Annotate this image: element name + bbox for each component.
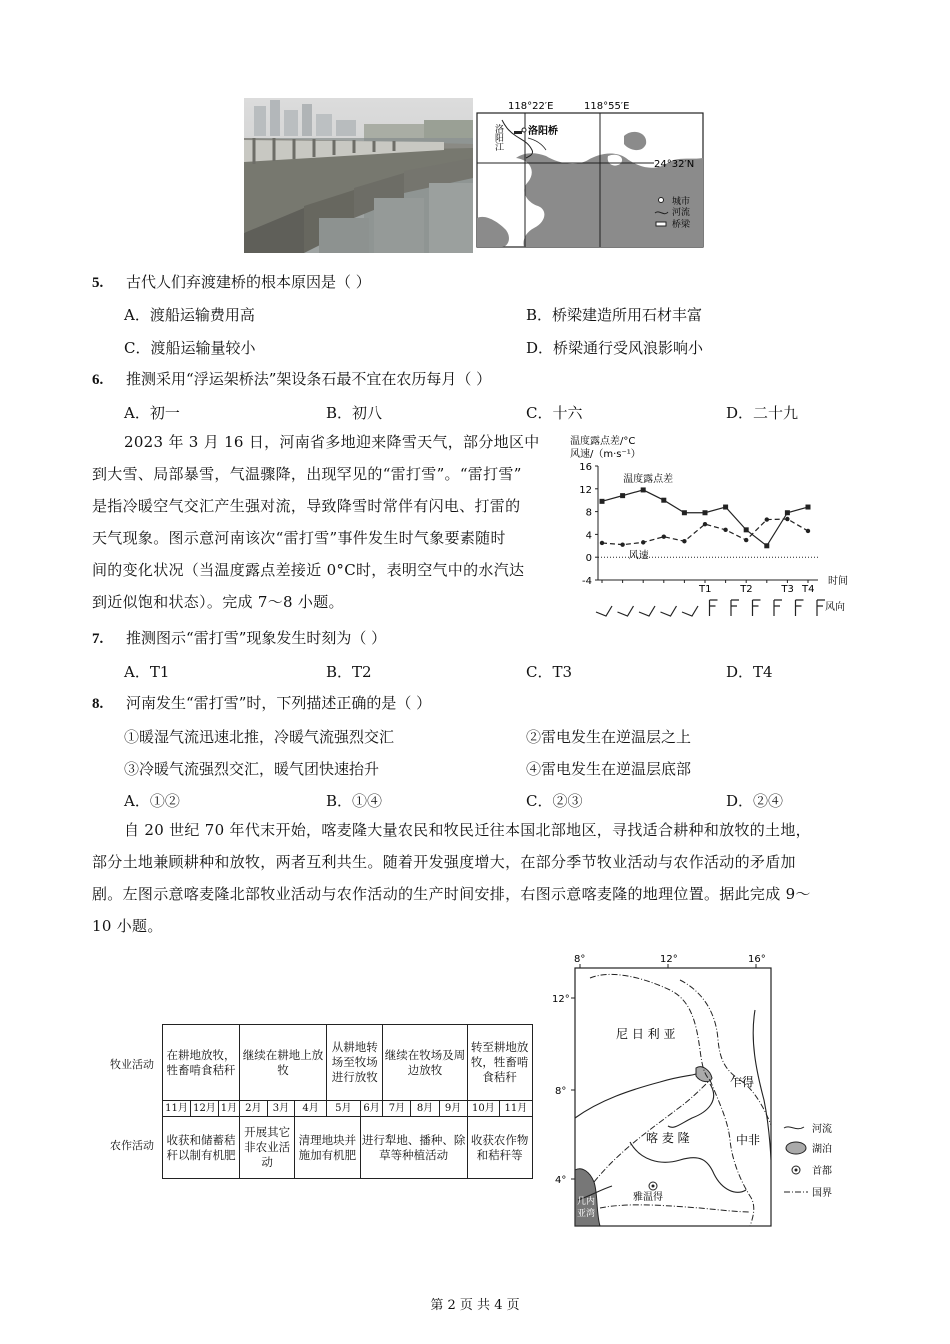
q6-option-b[interactable]: B．初八 — [326, 404, 383, 422]
map-river-name: 洛阳江 — [493, 124, 503, 151]
chart-time-mark: T3 — [781, 584, 794, 595]
chart-y-tick-label: -4 — [582, 576, 592, 587]
label-car: 中非 — [736, 1133, 761, 1147]
series-temp-dewpoint-point — [764, 543, 769, 548]
passage-weather-line: 2023 年 3 月 16 日，河南省多地迎来降雪天气，部分地区中 — [124, 433, 540, 451]
pastoral-cell: 从耕地转场至牧场进行放牧 — [327, 1025, 383, 1101]
q5-option-b[interactable]: B．桥梁建造所用石材丰富 — [526, 306, 703, 324]
month-cell: 8月 — [411, 1101, 439, 1117]
legend-river: 河流 — [812, 1124, 832, 1135]
passage-cameroon-line: 剧。左图示意喀麦隆北部牧业活动与农作活动的生产时间安排，右图示意喀麦隆的地理位置。据此完成 9～ — [92, 885, 811, 903]
passage-weather-line: 间的变化状况（当温度露点差接近 0°C时，表明空气中的水汽达 — [92, 561, 525, 579]
q7-stem: 推测图示“雷打雪”现象发生时刻为（ ） — [126, 629, 387, 647]
series-temp-dewpoint-point — [723, 505, 728, 510]
wind-barb-icon — [731, 600, 739, 616]
q8-statement-4: ④雷电发生在逆温层底部 — [526, 760, 692, 778]
month-cell: 6月 — [360, 1101, 383, 1117]
legend-river: 河流 — [672, 208, 691, 218]
page-footer: 第 2 页 共 4 页 — [430, 1298, 520, 1313]
wind-barb-icon — [817, 600, 825, 616]
q8-stem: 河南发生“雷打雪”时，下列描述正确的是（ ） — [126, 694, 432, 712]
chart-time-mark: T4 — [802, 584, 815, 595]
chart-y-tick-label: 16 — [579, 462, 592, 473]
month-cell: 5月 — [327, 1101, 361, 1117]
series-wind-speed-label: 风速 — [628, 550, 649, 562]
bridge-photo — [244, 98, 473, 253]
wind-barb-icon — [682, 606, 698, 616]
legend-bridge: 桥梁 — [672, 220, 691, 230]
wind-barb-icon — [796, 600, 804, 616]
series-temp-dewpoint-point — [806, 505, 811, 510]
month-cell: 12月 — [190, 1101, 218, 1117]
farming-cell: 进行犁地、播种、除草等种植活动 — [360, 1117, 467, 1179]
label-cameroon: 喀 麦 隆 — [646, 1131, 690, 1145]
map-lat-12: 12° — [552, 994, 570, 1005]
q5-option-c[interactable]: C．渡船运输量较小 — [124, 339, 256, 357]
q6-option-d[interactable]: D．二十九 — [726, 404, 799, 422]
series-temp-dewpoint-label: 温度露点差 — [623, 473, 674, 485]
q6-option-c[interactable]: C．十六 — [526, 404, 583, 422]
question-6 — [92, 369, 491, 390]
chart-y-tick-label: 8 — [585, 507, 592, 519]
map-bridge-name: 洛阳桥 — [528, 126, 558, 137]
wind-barb-icon — [639, 606, 655, 616]
series-temp-dewpoint-point — [661, 498, 666, 503]
month-cell: 9月 — [439, 1101, 467, 1117]
series-temp-dewpoint-point — [620, 493, 625, 498]
q5-stem: 古代人们弃渡建桥的根本原因是（ ） — [126, 273, 371, 291]
passage-weather-line: 天气现象。图示意河南该次“雷打雪”事件发生时气象要素随时 — [92, 529, 506, 547]
legend-city: 城市 — [672, 197, 691, 207]
q5-number: 5. — [92, 275, 104, 291]
map-lon-8: 8° — [574, 954, 586, 965]
series-temp-dewpoint-point — [600, 499, 605, 504]
q8-statement-2: ②雷电发生在逆温层之上 — [526, 728, 692, 746]
q7-option-b[interactable]: B．T2 — [326, 663, 372, 681]
farming-cell: 收获和储蓄秸秆以制有机肥 — [163, 1117, 240, 1179]
q6-stem: 推测采用“浮运架桥法”架设条石最不宜在农历每月（ ） — [126, 370, 492, 388]
q6-option-a[interactable]: A．初一 — [124, 404, 180, 422]
legend-lake: 湖泊 — [812, 1144, 832, 1155]
schedule-row1-label: 牧业活动 — [110, 1058, 154, 1071]
month-cell: 3月 — [267, 1101, 295, 1117]
wind-barb-icon — [774, 600, 782, 616]
passage-cameroon-line: 10 小题。 — [92, 917, 163, 935]
q6-number: 6. — [92, 372, 104, 388]
series-wind-speed-point — [703, 522, 707, 526]
q5-option-d[interactable]: D．桥梁通行受风浪影响小 — [526, 339, 704, 357]
passage-weather-line: 是指冷暖空气交汇产生强对流，导致降雪时常伴有闪电、打雷的 — [92, 497, 521, 515]
cameroon-map — [550, 950, 850, 1230]
question-7 — [92, 628, 386, 649]
series-temp-dewpoint-point — [641, 487, 646, 492]
month-cell: 4月 — [295, 1101, 327, 1117]
q8-option-d[interactable]: D．②④ — [726, 792, 784, 810]
legend-border: 国界 — [812, 1188, 832, 1199]
series-temp-dewpoint-point — [785, 510, 790, 515]
chart-ylabel2: 风速/（m·s⁻¹） — [570, 449, 641, 460]
series-wind-speed-point — [765, 517, 769, 521]
question-5 — [92, 272, 371, 293]
schedule-table — [162, 1024, 533, 1179]
pastoral-cell: 在耕地放牧，牲畜啃食秸秆 — [163, 1025, 240, 1101]
q8-statement-3: ③冷暖气流强烈交汇，暖气团快速抬升 — [124, 760, 380, 778]
q8-statement-1: ①暖湿气流迅速北推，冷暖气流强烈交汇 — [124, 728, 395, 746]
map-lon2-label: 118°55′E — [584, 101, 630, 112]
farming-cell: 清理地块并施加有机肥 — [295, 1117, 360, 1179]
series-wind-speed-point — [662, 534, 666, 538]
chart-wind-label: 风向 — [825, 602, 845, 613]
series-wind-speed-point — [600, 541, 604, 545]
chart-time-mark: T2 — [740, 584, 753, 595]
q8-option-c[interactable]: C．②③ — [526, 792, 583, 810]
map-lon1-label: 118°22′E — [508, 101, 554, 112]
series-wind-speed-point — [785, 517, 789, 521]
label-gulf-2: 亚湾 — [577, 1209, 596, 1219]
question-8 — [92, 693, 431, 714]
weather-chart — [566, 432, 856, 622]
wind-barb-icon — [596, 606, 612, 616]
bridge-marker — [514, 131, 522, 134]
q8-number: 8. — [92, 696, 104, 712]
luoyang-map — [476, 98, 704, 248]
map-lat-label: 24°32′N — [654, 159, 695, 170]
chart-y-tick-label: 12 — [579, 484, 592, 496]
q7-option-c[interactable]: C．T3 — [526, 663, 573, 681]
month-cell: 1月 — [218, 1101, 239, 1117]
passage-cameroon-line: 自 20 世纪 70 年代末开始，喀麦隆大量农民和牧民迁往本国北部地区，寻找适合耕种和放牧的土地， — [124, 821, 811, 839]
month-cell: 7月 — [383, 1101, 411, 1117]
passage-weather-line: 到近似饱和状态）。完成 7～8 小题。 — [92, 593, 344, 611]
q7-option-d[interactable]: D．T4 — [726, 663, 773, 681]
series-wind-speed-point — [620, 542, 624, 546]
farming-cell: 收获农作物和秸秆等 — [467, 1117, 532, 1179]
pastoral-cell: 转至耕地放牧，牲畜啃食秸秆 — [467, 1025, 532, 1101]
wind-barb-icon — [661, 606, 677, 616]
chart-ylabel: 温度露点差/°C — [570, 436, 636, 447]
schedule-row2-label: 农作活动 — [110, 1139, 154, 1152]
pastoral-cell: 继续在耕地上放牧 — [240, 1025, 327, 1101]
city-marker — [522, 128, 526, 132]
pastoral-cell: 继续在牧场及周边放牧 — [383, 1025, 467, 1101]
label-nigeria: 尼 日 利 亚 — [616, 1027, 676, 1041]
passage-weather-line: 到大雪、局部暴雪，气温骤降，出现罕见的“雷打雪”。“雷打雪” — [92, 465, 522, 483]
legend-capital: 首都 — [812, 1166, 832, 1177]
map-lon-12: 12° — [660, 954, 678, 965]
series-wind-speed-point — [806, 529, 810, 533]
q8-option-b[interactable]: B．①④ — [326, 792, 383, 810]
series-wind-speed-point — [744, 538, 748, 542]
passage-cameroon — [92, 814, 862, 942]
passage-weather — [92, 426, 564, 618]
q5-option-a[interactable]: A．渡船运输费用高 — [124, 306, 255, 324]
map-lon-16: 16° — [748, 954, 766, 965]
label-chad: 乍得 — [730, 1075, 755, 1089]
month-cell: 11月 — [163, 1101, 191, 1117]
map-lat-8: 8° — [555, 1086, 567, 1097]
wind-barb-icon — [618, 606, 634, 616]
q7-option-a[interactable]: A．T1 — [124, 663, 170, 681]
series-wind-speed-point — [641, 540, 645, 544]
chart-time-mark: T1 — [699, 584, 712, 595]
map-lat-4: 4° — [555, 1175, 567, 1186]
chart-y-tick-label: 4 — [585, 530, 592, 542]
series-temp-dewpoint-line — [602, 490, 808, 546]
wind-barb-icon — [710, 600, 718, 616]
label-gulf: 几内 — [577, 1197, 596, 1207]
series-temp-dewpoint-point — [703, 510, 708, 515]
series-temp-dewpoint-point — [744, 527, 749, 532]
month-cell: 2月 — [240, 1101, 268, 1117]
farming-cell: 开展其它非农业活动 — [240, 1117, 295, 1179]
wind-barb-icon — [753, 600, 761, 616]
series-temp-dewpoint-point — [682, 510, 687, 515]
q7-number: 7. — [92, 631, 104, 647]
q8-option-a[interactable]: A．①② — [124, 792, 180, 810]
month-cell: 11月 — [500, 1101, 533, 1117]
chart-y-tick-label: 0 — [585, 553, 592, 565]
chart-xlabel: 时间 — [828, 576, 848, 587]
month-cell: 10月 — [467, 1101, 500, 1117]
series-wind-speed-point — [723, 528, 727, 532]
label-capital: 雅温得 — [633, 1192, 663, 1203]
passage-cameroon-line: 部分土地兼顾耕种和放牧，两者互利共生。随着开发强度增大，在部分季节牧业活动与农作活动的矛盾加 — [92, 853, 796, 871]
series-wind-speed-point — [682, 539, 686, 543]
